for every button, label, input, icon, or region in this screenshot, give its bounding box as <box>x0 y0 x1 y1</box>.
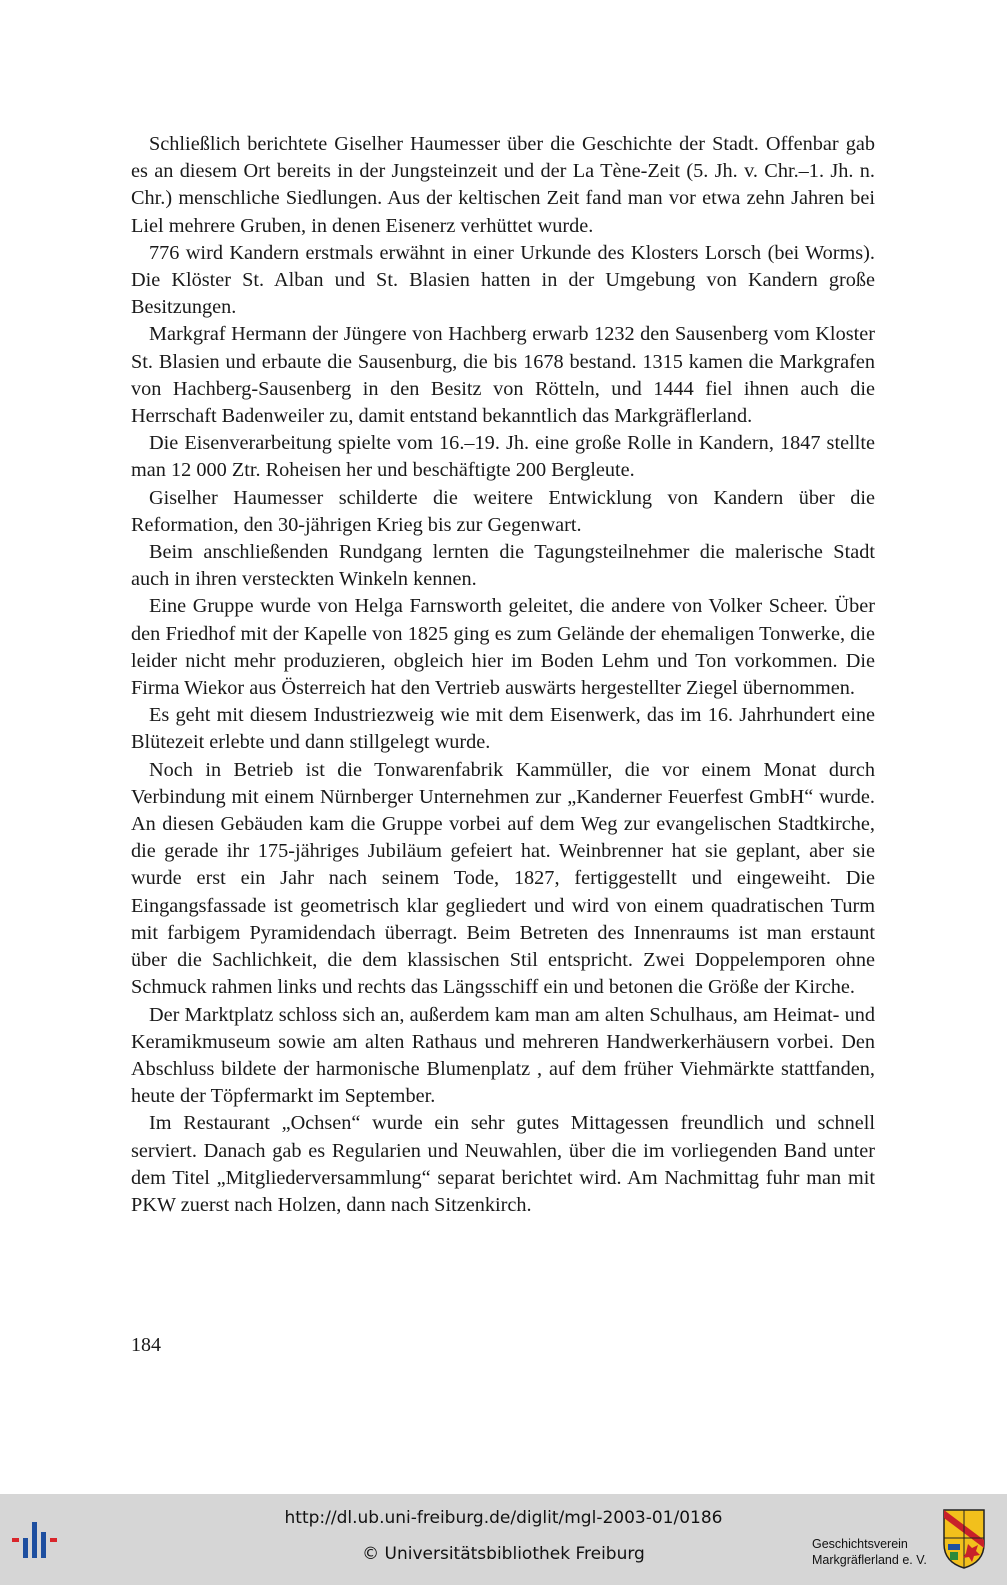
paragraph: Giselher Haumesser schilderte die weitere Entwicklung von Kandern über die Reformation, den 30-jährigen Krieg bis zur Gegenwart. <box>131 486 875 536</box>
society-name-line-2: Markgräflerland e. V. <box>812 1553 927 1567</box>
ub-freiburg-logo-icon[interactable] <box>12 1522 64 1558</box>
paragraph: Schließlich berichtete Giselher Haumesser über die Geschichte der Stadt. Offenbar gab es an diesem Ort bereits in der Jungsteinzeit und der La Tène-Zeit (5. Jh. v. Chr.–1. Jh. n. Chr.) menschliche Siedlungen. Aus der keltischen Zeit fand man vor etwa zehn Jahren bei Liel mehrere Gruben, in denen Eisenerz verhüttet wurde. <box>131 133 875 237</box>
footer-bar <box>0 1494 1007 1585</box>
society-name <box>812 1536 942 1568</box>
paragraph: Noch in Betrieb ist die Tonwarenfabrik Kammüller, die vor einem Monat durch Verbindung mit einem Nürnberger Unternehmen zur „Kanderner Feuerfest GmbH“ wurde. An diesen Gebäuden kam die Gruppe vorbei auf dem Weg zur evangelischen Stadtkirche, die gerade ihr 175-jähriges Jubiläum gefeiert hat. Weinbrenner hat sie geplant, aber sie wurde erst ein Jahr nach seinem Tode, 1827, fertiggestellt und eingeweiht. Die Eingangsfassade ist geometrisch klar gegliedert und wird von einem quadratischen Turm mit farbigem Pyramidendach überragt. Beim Betreten des Innenraums ist man erstaunt über die Sachlichkeit, die dem klassischen Stil entspricht. Zwei Doppelemporen ohne Schmuck rahmen links und rechts das Längsschiff ein und betonen die Größe der Kirche. <box>131 758 875 999</box>
society-name-line-1: Geschichtsverein <box>812 1537 908 1551</box>
document-url-link[interactable]: http://dl.ub.uni-freiburg.de/diglit/mgl-2003-01/0186 <box>284 1508 723 1528</box>
markgraeflerland-crest-icon <box>942 1508 986 1570</box>
paragraph: Es geht mit diesem Industriezweig wie mit dem Eisenwerk, das im 16. Jahrhundert eine Blütezeit erlebte und dann stillgelegt wurde. <box>131 704 875 754</box>
paragraph: Der Marktplatz schloss sich an, außerdem kam man am alten Schulhaus, am Heimat- und Keramikmuseum sowie am alten Rathaus und mehreren Handwerkerhäusern vorbei. Den Abschluss bildete der harmonische Blumenplatz , auf dem früher Viehmärkte stattfanden, heute der Töpfermarkt im September. <box>131 1003 875 1108</box>
paragraph: Die Eisenverarbeitung spielte vom 16.–19. Jh. eine große Rolle in Kandern, 1847 stellte man 12 000 Ztr. Roheisen her und beschäftigte 200 Bergleute. <box>131 432 875 482</box>
copyright-text: © Universitätsbibliothek Freiburg <box>362 1544 645 1564</box>
paragraph: Markgraf Hermann der Jüngere von Hachberg erwarb 1232 den Sausenberg vom Kloster St. Blasien und erbaute die Sausenburg, die bis 1678 bestand. 1315 kamen die Markgrafen von Hachberg-Sausenberg in den Besitz von Rötteln, und 1444 fiel ihnen auch die Herrschaft Badenweiler zu, damit entstand bekanntlich das Markgräflerland. <box>131 323 875 428</box>
paragraph: 776 wird Kandern erstmals erwähnt in einer Urkunde des Klosters Lorsch (bei Worms). Die Klöster St. Alban und St. Blasien hatten in der Umgebung von Kandern große Besitzungen. <box>131 241 875 319</box>
paragraph: Im Restaurant „Ochsen“ wurde ein sehr gutes Mittagessen freundlich und schnell serviert. Danach gab es Regularien und Neuwahlen, über die im vorliegenden Band unter dem Titel „Mitgliederversammlung“ separat berichtet wird. Am Nachmittag fuhr man mit PKW zuerst nach Holzen, dann nach Sitzenkirch. <box>131 1112 875 1216</box>
paragraph: Beim anschließenden Rundgang lernten die Tagungsteilnehmer die malerische Stadt auch in ihren versteckten Winkeln kennen. <box>131 541 875 591</box>
paragraph: Eine Gruppe wurde von Helga Farnsworth geleitet, die andere von Volker Scheer. Über den Friedhof mit der Kapelle von 1825 ging es zum Gelände der ehemaligen Tonwerke, die leider nicht mehr produzieren, obgleich hier im Boden Lehm und Ton vorkommen. Die Firma Wiekor aus Österreich hat den Vertrieb auswärts hergestellter Ziegel übernommen. <box>131 595 875 700</box>
page-number: 184 <box>131 1334 161 1356</box>
body-text <box>131 131 875 1219</box>
